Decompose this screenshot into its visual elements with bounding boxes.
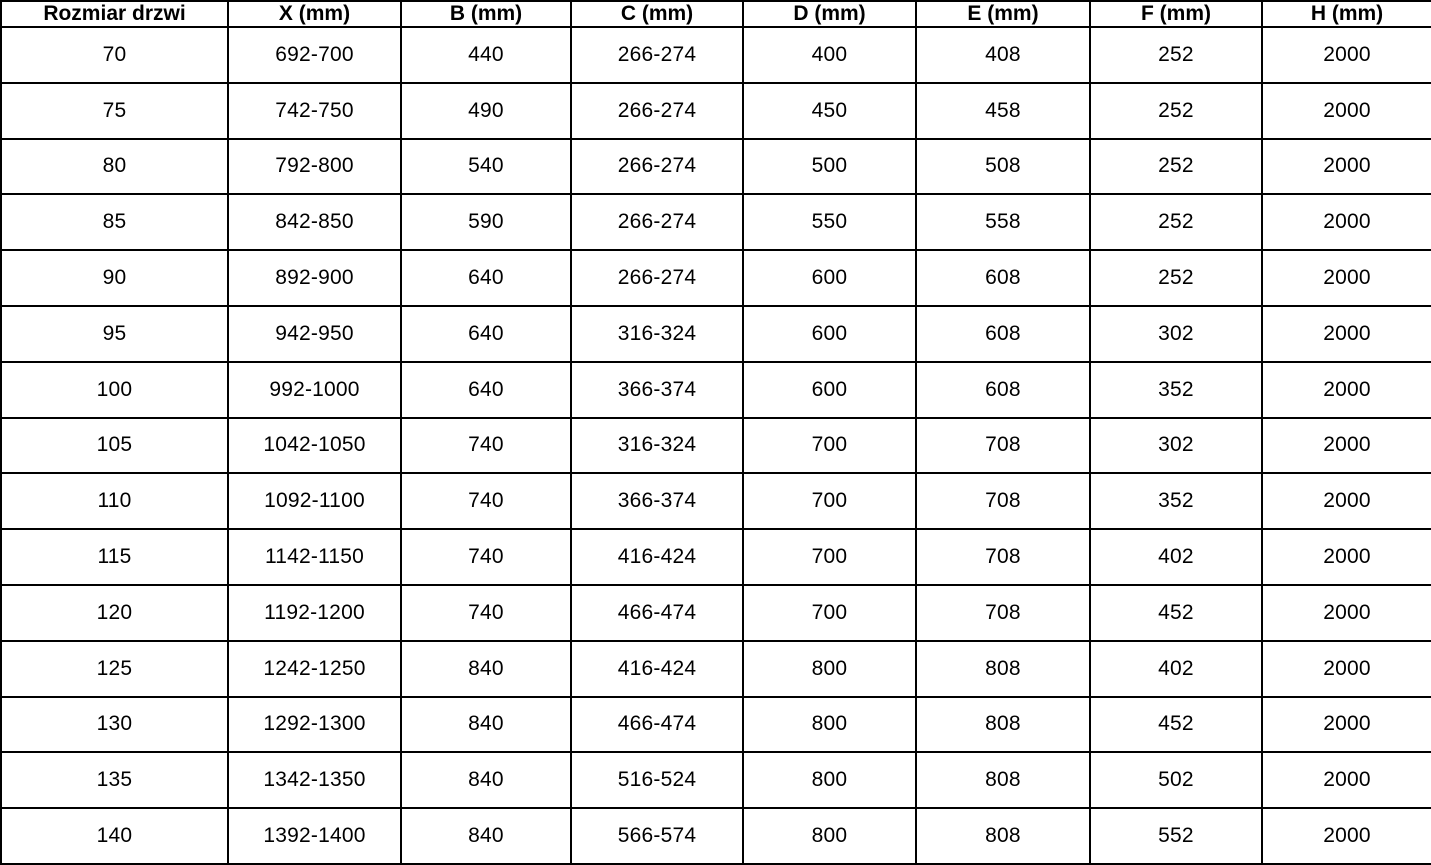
table-cell: 740 [401,473,571,529]
table-row [1,808,1431,864]
column-header-c-mm: C (mm) [571,1,743,27]
table-cell: 490 [401,83,571,139]
table-cell: 540 [401,139,571,195]
table-cell: 466-474 [571,697,743,753]
table-cell: 366-374 [571,473,743,529]
table-cell: 2000 [1262,808,1431,864]
table-cell: 708 [916,529,1090,585]
column-header-rozmiar-drzwi: Rozmiar drzwi [1,1,228,27]
table-body [1,27,1431,864]
table-cell: 558 [916,194,1090,250]
table-cell: 252 [1090,250,1262,306]
table-cell: 452 [1090,585,1262,641]
table-cell: 266-274 [571,139,743,195]
table-cell: 100 [1,362,228,418]
table-cell: 2000 [1262,139,1431,195]
table-cell: 416-424 [571,529,743,585]
table-cell: 450 [743,83,916,139]
table-cell: 130 [1,697,228,753]
table-cell: 2000 [1262,194,1431,250]
table-cell: 608 [916,306,1090,362]
table-cell: 840 [401,752,571,808]
column-header-b-mm: B (mm) [401,1,571,27]
table-row [1,362,1431,418]
table-cell: 640 [401,250,571,306]
table-row [1,418,1431,474]
table-cell: 452 [1090,697,1262,753]
table-cell: 808 [916,808,1090,864]
table-cell: 550 [743,194,916,250]
table-cell: 400 [743,27,916,83]
table-cell: 600 [743,306,916,362]
table-cell: 640 [401,306,571,362]
table-cell: 2000 [1262,306,1431,362]
table-cell: 115 [1,529,228,585]
table-cell: 2000 [1262,83,1431,139]
table-cell: 440 [401,27,571,83]
table-cell: 742-750 [228,83,401,139]
table-row [1,27,1431,83]
table-cell: 266-274 [571,83,743,139]
table-cell: 700 [743,473,916,529]
table-cell: 740 [401,585,571,641]
table-cell: 700 [743,529,916,585]
table-row [1,585,1431,641]
table-cell: 808 [916,641,1090,697]
table-row [1,529,1431,585]
table-cell: 316-324 [571,418,743,474]
table-cell: 408 [916,27,1090,83]
table-cell: 90 [1,250,228,306]
table-row [1,83,1431,139]
table-row [1,194,1431,250]
table-cell: 2000 [1262,697,1431,753]
table-cell: 110 [1,473,228,529]
table-cell: 316-324 [571,306,743,362]
table-cell: 942-950 [228,306,401,362]
table-cell: 2000 [1262,752,1431,808]
table-cell: 800 [743,752,916,808]
table-cell: 75 [1,83,228,139]
table-cell: 740 [401,529,571,585]
column-header-x-mm: X (mm) [228,1,401,27]
table-cell: 1292-1300 [228,697,401,753]
table-cell: 992-1000 [228,362,401,418]
table-cell: 266-274 [571,250,743,306]
table-cell: 302 [1090,418,1262,474]
table-cell: 352 [1090,362,1262,418]
table-cell: 608 [916,250,1090,306]
table-cell: 700 [743,585,916,641]
table-cell: 516-524 [571,752,743,808]
table-row [1,697,1431,753]
table-row [1,250,1431,306]
table-cell: 1192-1200 [228,585,401,641]
table-cell: 252 [1090,194,1262,250]
table-cell: 402 [1090,529,1262,585]
table-cell: 252 [1090,139,1262,195]
table-cell: 266-274 [571,194,743,250]
table-cell: 800 [743,697,916,753]
table-cell: 600 [743,250,916,306]
table-row [1,306,1431,362]
table-cell: 70 [1,27,228,83]
table-cell: 105 [1,418,228,474]
table-cell: 2000 [1262,418,1431,474]
table-cell: 500 [743,139,916,195]
table-cell: 590 [401,194,571,250]
table-cell: 2000 [1262,362,1431,418]
table-cell: 740 [401,418,571,474]
table-cell: 2000 [1262,641,1431,697]
table-cell: 892-900 [228,250,401,306]
table-cell: 1392-1400 [228,808,401,864]
table-row [1,641,1431,697]
table-cell: 1142-1150 [228,529,401,585]
table-cell: 2000 [1262,585,1431,641]
table-cell: 808 [916,752,1090,808]
table-cell: 2000 [1262,27,1431,83]
table-cell: 1042-1050 [228,418,401,474]
column-header-h-mm: H (mm) [1262,1,1431,27]
table-cell: 552 [1090,808,1262,864]
table-cell: 95 [1,306,228,362]
table-cell: 840 [401,808,571,864]
table-cell: 840 [401,641,571,697]
table-cell: 640 [401,362,571,418]
table-row [1,139,1431,195]
table-cell: 508 [916,139,1090,195]
table-cell: 416-424 [571,641,743,697]
column-header-e-mm: E (mm) [916,1,1090,27]
table-cell: 800 [743,808,916,864]
table-cell: 466-474 [571,585,743,641]
table-cell: 302 [1090,306,1262,362]
table-row [1,752,1431,808]
table-row [1,473,1431,529]
table-cell: 120 [1,585,228,641]
table-cell: 458 [916,83,1090,139]
table-cell: 502 [1090,752,1262,808]
table-cell: 1342-1350 [228,752,401,808]
table-cell: 252 [1090,27,1262,83]
table-cell: 842-850 [228,194,401,250]
table-cell: 792-800 [228,139,401,195]
table-cell: 708 [916,418,1090,474]
table-cell: 125 [1,641,228,697]
table-cell: 85 [1,194,228,250]
header-row [1,1,1431,27]
table-cell: 140 [1,808,228,864]
table-cell: 80 [1,139,228,195]
table-cell: 2000 [1262,473,1431,529]
table-cell: 352 [1090,473,1262,529]
table-cell: 266-274 [571,27,743,83]
table-cell: 600 [743,362,916,418]
table-cell: 1242-1250 [228,641,401,697]
table-cell: 840 [401,697,571,753]
table-cell: 566-574 [571,808,743,864]
table-cell: 2000 [1262,529,1431,585]
table-cell: 402 [1090,641,1262,697]
table-cell: 808 [916,697,1090,753]
table-cell: 2000 [1262,250,1431,306]
table-cell: 800 [743,641,916,697]
table-cell: 700 [743,418,916,474]
table-cell: 135 [1,752,228,808]
table-cell: 708 [916,473,1090,529]
table-cell: 1092-1100 [228,473,401,529]
table-cell: 692-700 [228,27,401,83]
table-cell: 708 [916,585,1090,641]
table-cell: 608 [916,362,1090,418]
column-header-f-mm: F (mm) [1090,1,1262,27]
table-cell: 366-374 [571,362,743,418]
table-cell: 252 [1090,83,1262,139]
column-header-d-mm: D (mm) [743,1,916,27]
